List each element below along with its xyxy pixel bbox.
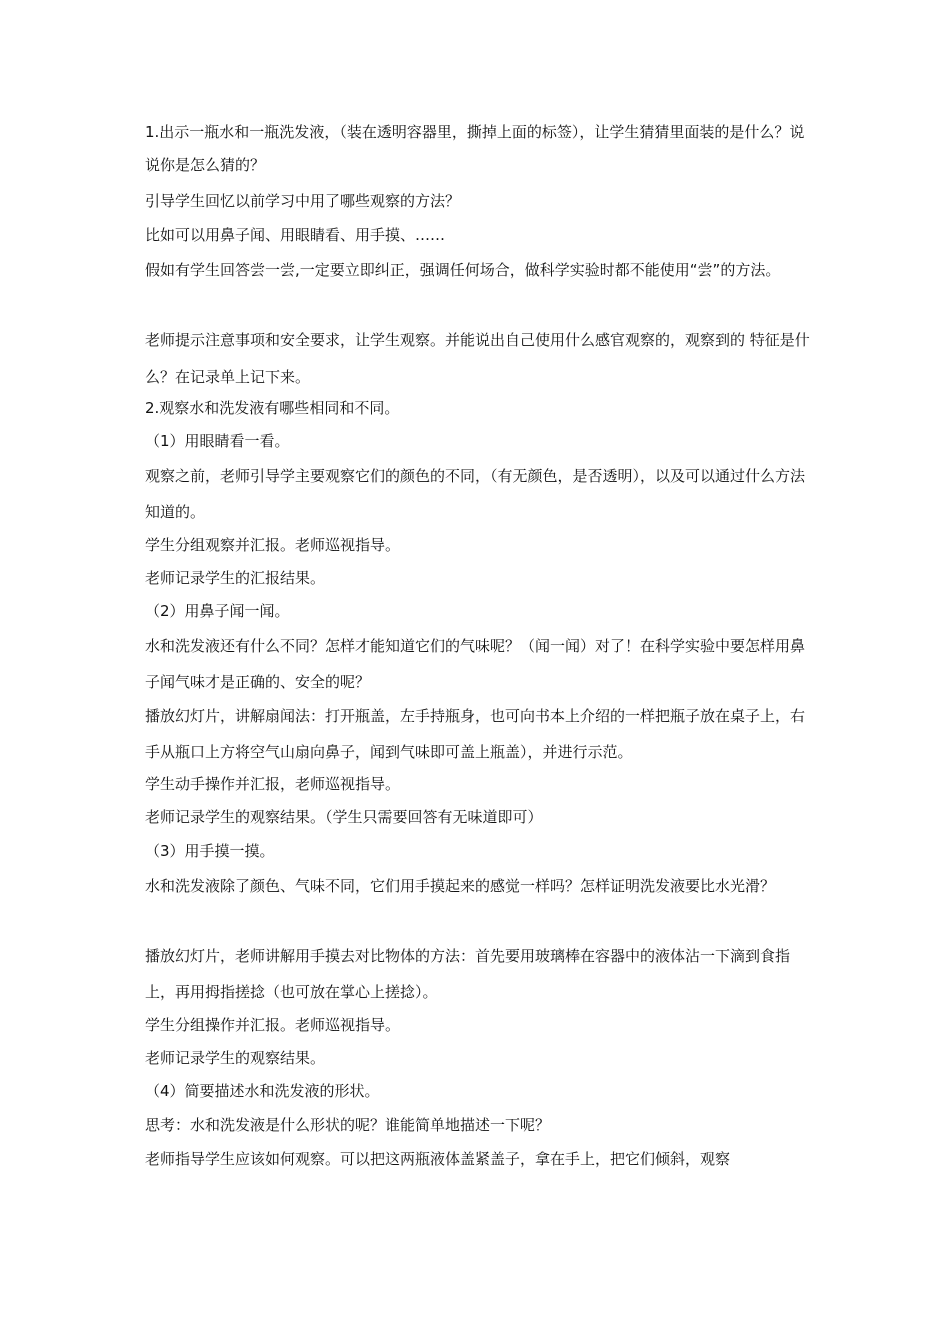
paragraph: 思考：水和洗发液是什么形状的呢？谁能简单地描述一下呢？	[145, 1116, 551, 1134]
paragraph: 观察之前，老师引导学主要观察它们的颜色的不同，（有无颜色，是否透明），以及可以通过什么方法知道的。	[145, 467, 806, 521]
paragraph: 引导学生回忆以前学习中用了哪些观察的方法？	[145, 192, 461, 210]
paragraph: 老师提示注意事项和安全要求，让学生观察。并能说出自己使用什么感官观察的，观察到的 特征是什么？在记录单上记下来。	[145, 331, 810, 386]
paragraph: 播放幻灯片，老师讲解用手摸去对比物体的方法：首先要用玻璃棒在容器中的液体沾一下滴到食指上，再用拇指搓捻（也可放在掌心上搓捻）。	[145, 947, 791, 1001]
paragraph: 水和洗发液还有什么不同？怎样才能知道它们的气味呢？（闻一闻）对了！在科学实验中要怎样用鼻子闻气味才是正确的、安全的呢？	[145, 637, 806, 691]
document-body	[145, 124, 810, 1176]
paragraph: 2.观察水和洗发液有哪些相同和不同。	[145, 399, 400, 417]
paragraph: 老师记录学生的观察结果。	[145, 1049, 326, 1067]
paragraph: （4）简要描述水和洗发液的形状。	[145, 1082, 380, 1100]
paragraph: 播放幻灯片，讲解扇闻法：打开瓶盖，左手持瓶身，也可向书本上介绍的一样把瓶子放在桌子上，右手从瓶口上方将空气山扇向鼻子，闻到气味即可盖上瓶盖），并进行示范。	[145, 707, 806, 761]
paragraph: 1.出示一瓶水和一瓶洗发液，（装在透明容器里，撕掉上面的标签），让学生猜猜里面装的是什么？说说你是怎么猜的？	[145, 123, 805, 174]
paragraph: 学生分组观察并汇报。老师巡视指导。	[145, 536, 401, 554]
paragraph: 老师指导学生应该如何观察。可以把这两瓶液体盖紧盖子，拿在手上，把它们倾斜，观察	[145, 1150, 731, 1168]
paragraph: 老师记录学生的汇报结果。	[145, 569, 326, 587]
paragraph: 老师记录学生的观察结果。（学生只需要回答有无味道即可）	[145, 808, 543, 826]
paragraph: （1）用眼睛看一看。	[145, 432, 290, 450]
paragraph: 学生分组操作并汇报。老师巡视指导。	[145, 1016, 401, 1034]
paragraph: 学生动手操作并汇报，老师巡视指导。	[145, 775, 401, 793]
paragraph: 比如可以用鼻子闻、用眼睛看、用手摸、……	[145, 226, 446, 244]
paragraph: （3）用手摸一摸。	[145, 842, 275, 860]
paragraph: 假如有学生回答尝一尝,一定要立即纠正，强调任何场合，做科学实验时都不能使用“尝”的方法。	[145, 261, 781, 279]
paragraph: （2）用鼻子闻一闻。	[145, 602, 290, 620]
paragraph: 水和洗发液除了颜色、气味不同，它们用手摸起来的感觉一样吗？怎样证明洗发液要比水光滑？	[145, 877, 776, 895]
